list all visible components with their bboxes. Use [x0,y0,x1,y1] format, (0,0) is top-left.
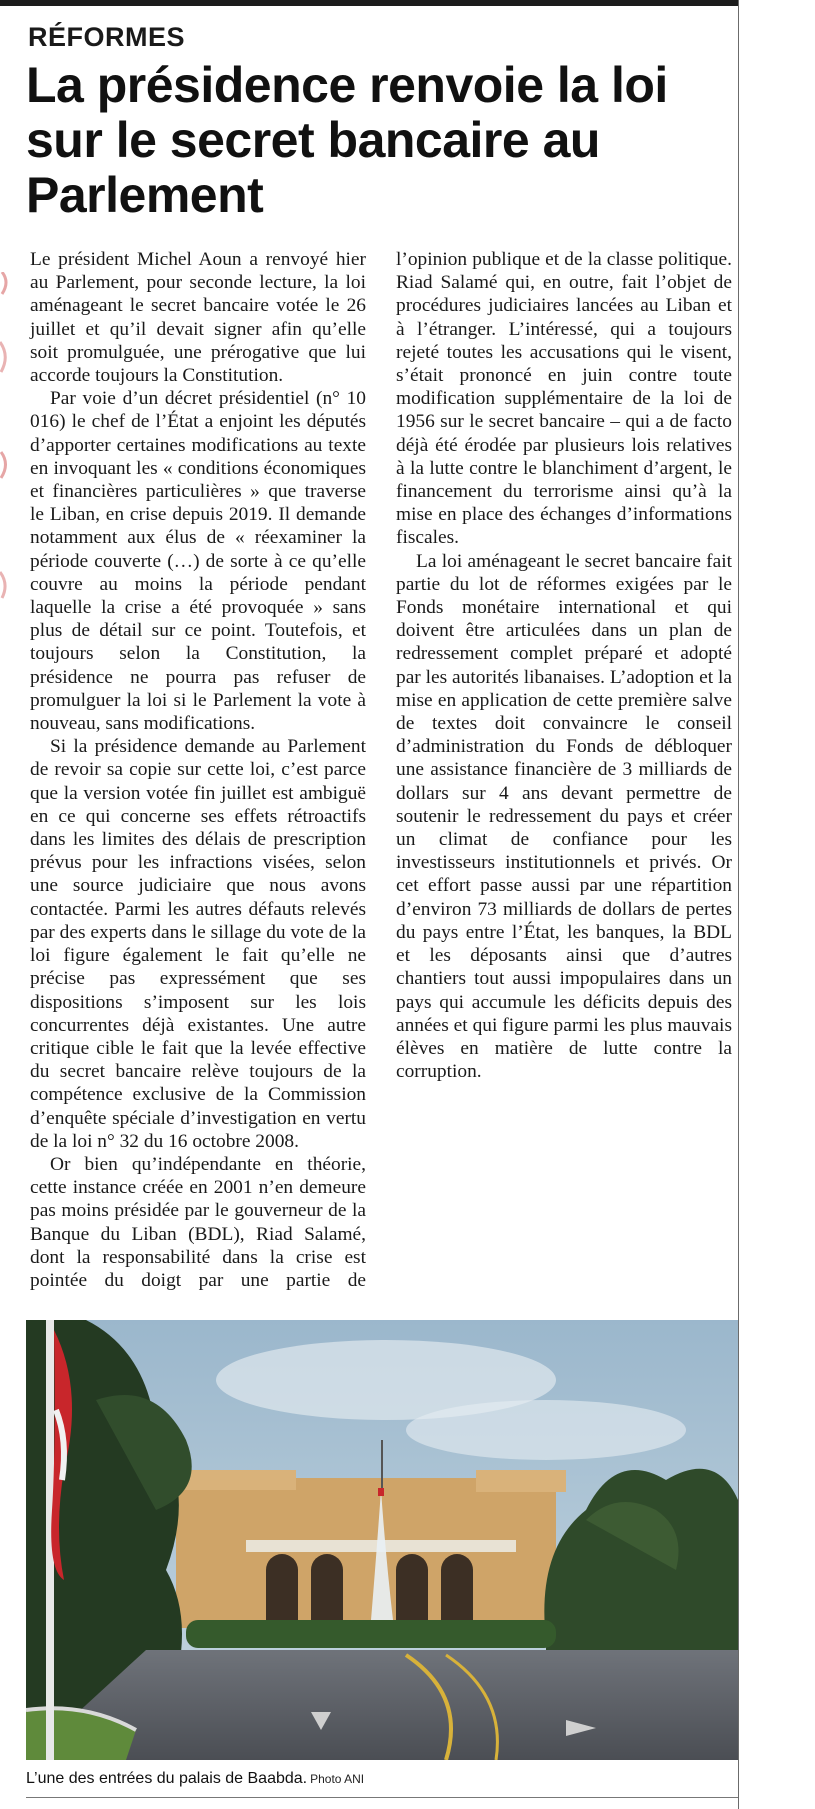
paragraph: Or bien qu’indépendante en théorie, cette instance créée en 2001 n’en demeure pas moins présidée par le gouverneur de la Banque du Liban (BDL), Riad Salamé, dont la responsabilité dans la crise est pointée du doigt par une partie de l’opinion publique et de la classe politique. Riad Salamé qui, en outre, fait l’objet de procédures judiciaires lancées au Liban et à l’étranger. L’intéressé, qui a toujours rejeté toutes les accusations qui le visent, s’était prononcé en juin contre toute modification supplémentaire de la loi de 1956 sur le secret bancaire – qui a de facto déjà été érodée par plusieurs lois relatives à la lutte contre le blanchiment d’argent, le financement du terrorisme ainsi qu’à la mise en place des échanges d’informations fiscales. [30,249,732,1291]
article-body [30,248,732,1313]
photo-credit: Photo ANI [310,1772,365,1786]
baabda-palace-photo [26,1320,738,1760]
section-kicker: RÉFORMES [28,22,186,52]
margin-stamp-fragment [0,272,12,602]
caption-text: L’une des entrées du palais de Baabda. [26,1770,308,1787]
right-column-rule [738,0,739,1809]
photo-caption [26,1770,364,1788]
paragraph: Par voie d’un décret présidentiel (n° 10 016) le chef de l’État a enjoint les députés d’apporter certaines modifications au texte en invoquant les « conditions économiques et financières particulières » que traverse le Liban, en crise depuis 2019. Il demande notamment aux élus de « réexaminer la période couverte (…) de sorte à ce qu’elle couvre au moins la période pendant laquelle la crise a été provoquée » sans plus de détail sur ce point. Toutefois, et toujours selon la Constitution, la présidence ne pourra pas refuser de promulguer la loi si le Parlement la vote à nouveau, sans modifications. [30,388,366,735]
paragraph: Si la présidence demande au Parlement de revoir sa copie sur cette loi, c’est parce que la version votée fin juillet est ambiguë en ce qui concerne ses effets rétroactifs dans les limites des délais de prescription prévus pour les infractions visées, selon une source judiciaire que nous avons contactée. Parmi les autres défauts relevés par des experts dans le sillage du vote de la loi figure également le fait qu’elle ne précise pas expressément que ses dispositions s’imposent sur les lois concurrentes déjà existantes. Une autre critique cible le fait que la levée effective du secret bancaire relève toujours de la compétence exclusive de la Commission d’enquête spéciale d’investigation en vertu de la loi n° 32 du 16 octobre 2008. [30,736,366,1152]
paragraph: Le président Michel Aoun a renvoyé hier au Parlement, pour seconde lecture, la loi aménageant le secret bancaire votée le 26 juillet et qu’il devait signer afin qu’elle soit promulguée, une prérogative que lui accorde toujours la Constitution. [30,249,366,387]
paragraph: La loi aménageant le secret bancaire fait partie du lot de réformes exigées par le Fonds monétaire international et qui doivent être articulées dans un plan de redressement complet préparé et adopté par les autorités libanaises. L’adoption et la mise en application de cette première salve de textes doit convaincre le conseil d’administration du Fonds de débloquer une assistance financière de 3 milliards de dollars sur 4 ans devant permettre de soutenir le redressement du pays et créer un climat de confiance pour les investisseurs institutionnels et privés. Or cet effort passe aussi par une répartition d’environ 73 milliards de dollars de pertes du pays entre l’État, les banques, la BDL et les déposants ainsi que d’autres chantiers tout aussi impopulaires dans un pays qui accumule les déficits depuis des années et qui figure parmi les plus mauvais élèves en matière de lutte contre la corruption. [396,550,732,1083]
headline: La présidence renvoie la loi sur le secret bancaire au Parlement [26,57,668,223]
bottom-rule [26,1797,738,1798]
article-photo [26,1320,738,1760]
top-rule [0,0,738,6]
